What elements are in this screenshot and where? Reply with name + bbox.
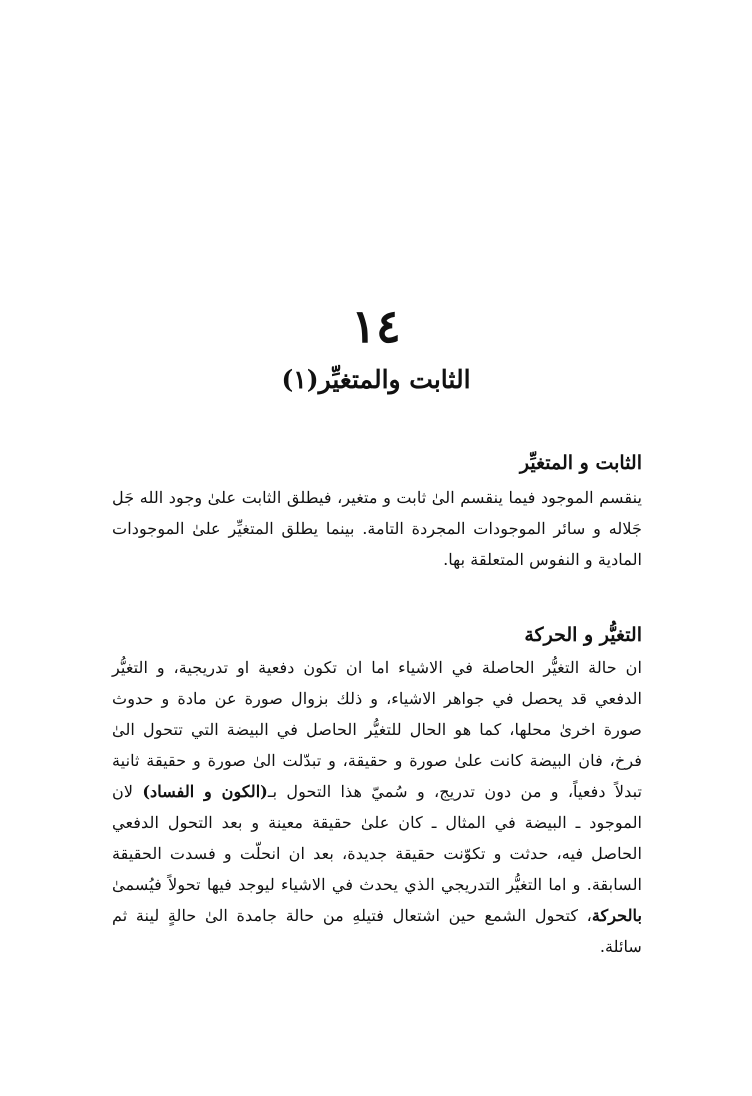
term-generation-corruption: (الكون و الفساد) — [142, 782, 268, 801]
paragraph-text: ان حالة التغيُّر الحاصلة في الاشياء اما ان تكون دفعية او تدريجية، و التغيُّر الدفعي قد يحصل في جواهر الاشياء، و ذلك بزوال صورة عن مادة و حدوث صورة اخرىٰ محلها، كما هو الحال للتغيُّر الحاصل في البيضة التي تتحول الىٰ فرخ، فان البيضة كانت علىٰ صورة و حقيقة، و تبدّلت الىٰ صورة و حقيقة ثانية تبدلاً دفعياً، و من دون تدريج، و سُميّ هذا التحول بـ — [112, 658, 643, 801]
section-change-and-motion — [112, 620, 642, 962]
paragraph-text: لان الموجود ـ البيضة في المثال ـ كان علىٰ حقيقة معينة و بعد التحول الدفعي الحاصل فيه، حدثت و تكوّنت حقيقة جديدة، بعد ان انحلّت و فسدت الحقيقة السابقة. و اما التغيُّر التدريجي الذي يحدث في الاشياء ليوجد فيها تحولاً فيُسمىٰ — [112, 782, 642, 894]
chapter-number: ١٤ — [351, 299, 401, 353]
section-paragraph — [112, 652, 642, 962]
section-paragraph: ينقسم الموجود فيما ينقسم الىٰ ثابت و متغير، فيطلق الثابت علىٰ وجود الله جَل جَلاله و سائر الموجودات المجردة التامة. بينما يطلق المتغيِّر علىٰ الموجودات المادية و النفوس المتعلقة بها. — [112, 488, 642, 569]
section-fixed-and-changing — [112, 448, 642, 575]
section-heading: الثابت و المتغيِّر — [519, 452, 642, 474]
paragraph-text: ، كتحول الشمع حين اشتعال فتيلهِ من حالة جامدة الىٰ حالةٍ لينة ثم سائلة. — [112, 906, 642, 956]
term-motion: بالحركة — [591, 906, 642, 925]
section-heading: التغيُّر و الحركة — [524, 624, 642, 646]
chapter-title: الثابت والمتغيِّر(١) — [281, 365, 471, 394]
